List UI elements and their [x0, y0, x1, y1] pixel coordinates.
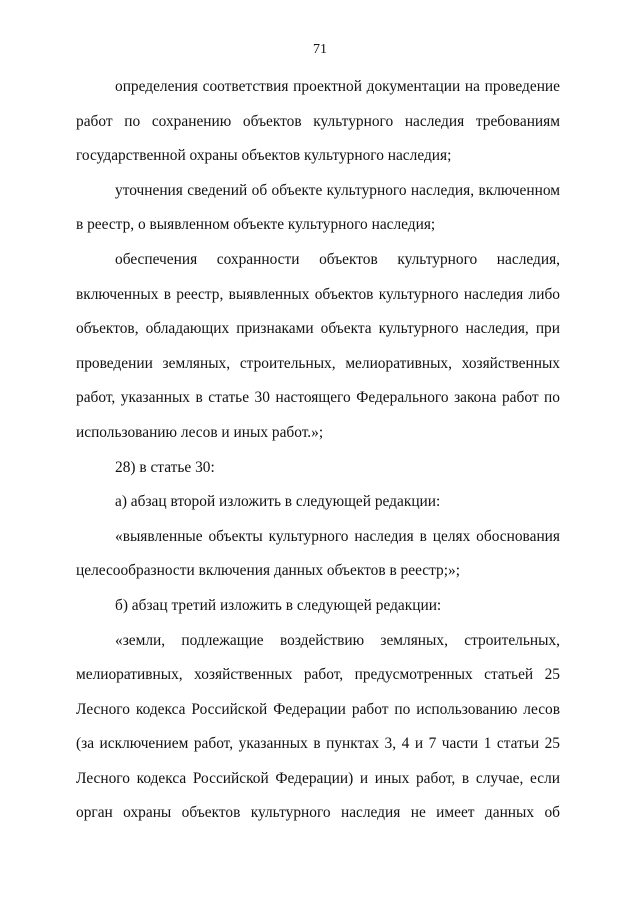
paragraph-project-docs: определения соответствия проектной документации на проведение работ по сохранению объектов культурного наследия требованиям государственной охраны объектов культурного наследия;	[76, 78, 560, 165]
paragraph-registry-info: уточнения сведений об объекте культурного наследия, включенном в реестр, о выявленном объекте культурного наследия;	[76, 181, 560, 234]
paragraph-subitem-a: а) абзац второй изложить в следующей редакции:	[115, 493, 441, 511]
paragraph-subitem-b: б) абзац третий изложить в следующей редакции:	[115, 596, 442, 614]
paragraph-preservation: обеспечения сохранности объектов культурного наследия, включенных в реестр, выявленных объектов культурного наследия либо объектов, обладающих признаками объекта культурного наследия, при проведении земляных, строительных, мелиоративных, хозяйственных работ, указанных в статье 30 настоящего Федерального закона работ по использованию лесов и иных работ.»;	[76, 250, 560, 441]
paragraph-quoted-identified-objects: «выявленные объекты культурного наследия в целях обоснования целесообразности включения данных объектов в реестр;»;	[76, 527, 560, 580]
paragraph-item-28: 28) в статье 30:	[115, 458, 215, 476]
page-number: 71	[313, 42, 327, 57]
paragraph-quoted-lands: «земли, подлежащие воздействию земляных, строительных, мелиоративных, хозяйственных работ, предусмотренных статьей 25 Лесного кодекса Российской Федерации работ по использованию лесов (за исключением работ, указанных в пунктах 3, 4 и 7 части 1 статьи 25 Лесного кодекса Российской Федерации) и иных работ, в случае, если орган охраны объектов культурного наследия не имеет данных об	[76, 631, 560, 822]
document-body	[76, 70, 560, 831]
